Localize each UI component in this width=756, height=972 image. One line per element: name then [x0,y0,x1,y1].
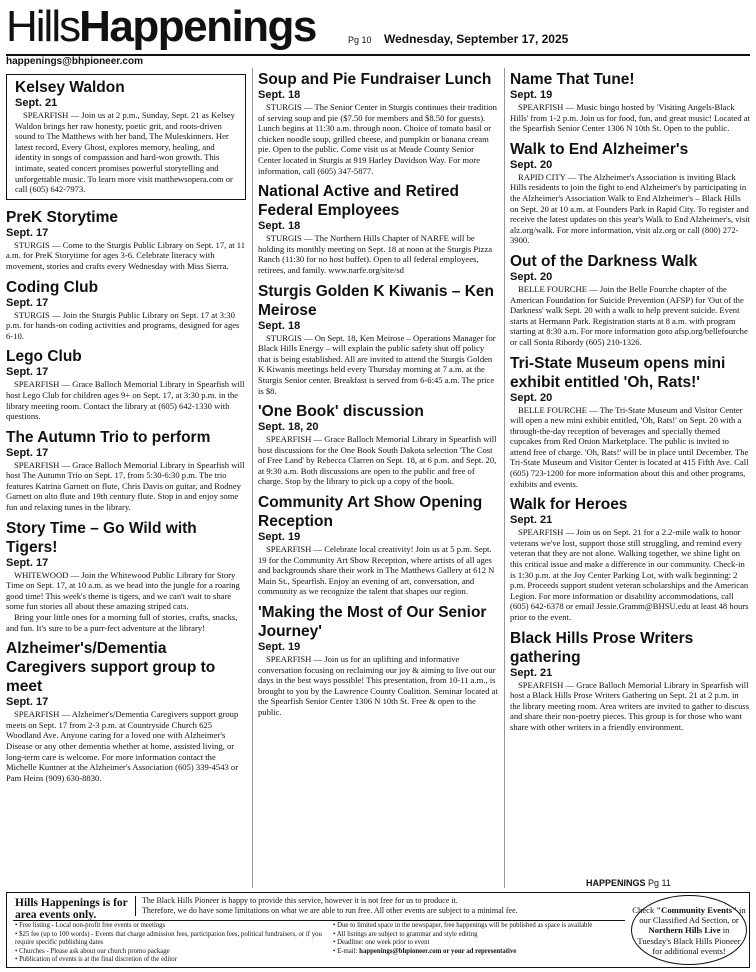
event-title: Story Time – Go Wild with Tigers! [6,519,197,556]
logo [6,2,316,62]
event-title: Walk for Heroes [510,496,628,514]
event-title: Sturgis Golden K Kiwanis – Ken Meirose [258,282,494,319]
event-listing [6,519,246,634]
policy-item: • Churches - Please ask about our church promo package [15,947,170,955]
event-title: PreK Storytime [6,208,118,226]
policy-list-left [15,922,325,965]
event-date: Sept. 18 [258,89,301,101]
column-2 [258,70,498,724]
event-listing [510,140,750,246]
next-page-ref [586,878,671,888]
column-1 [6,70,246,789]
event-listing [258,282,498,397]
event-listing [6,278,246,342]
event-title: Kelsey Waldon [15,79,125,96]
event-title: Alzheimer's/Dementia Caregivers support group to meet [6,640,216,696]
event-date: Sept. 20 [510,270,553,283]
event-date: Sept. 17 [6,296,49,309]
event-body: SPEARFISH — Join us on Sept. 21 for a 2.2-mile walk to honor veterans we've lost, support those still struggling, and remind every veteran that they are not alone. Walking together, we shine light on this critical issue and make a difference in our community. Check-in is 1:30 p.m. at the Joy Center Parking Lot, with walk beginning: 2 p.m. Proceeds support student veteran scholarships and the American Legion. For more information or disability accommodations, call (605) 642-6378 or email Jessie.Gramm@BHSU.edu at least 48 hours prior to the event. [510,527,749,622]
event-date: Sept. 19 [258,641,301,654]
event-date: Sept. 17 [6,696,49,709]
event-date: Sept. 19 [510,89,553,101]
event-body: BELLE FOURCHE — Join the Belle Fourche chapter of the American Foundation for Suicide Prevention (AFSP) for 'Out of the Darkness' walk Sept. 20 with a walk to help prevent suicide. Event starts at Hermann Park. Registration starts at 8 a.m. with program starting at 8:30 a.m. For more information goto afsp.org/bellefourche or call Sonia Ribordy (605) 210-1326. [510,283,748,347]
event-listing [6,74,246,200]
column-3 [510,70,750,739]
event-body: SPEARFISH — Join us at 2 p.m., Sunday, Sept. 21 as Kelsey Waldon brings her raw honesty, poetic grit, and roots-driven sound to The Matthews with her band, The Muleskinners. Her latest record, Every Ghost, explores memory, healing, and identity in songs of compassion and hard-won growth. This intimate, seated concert promises powerful storytelling and unforgettable music. To learn more visit matthewsopera.com or call (605) 642-7973. [15,110,235,195]
event-date: Sept. 19 [258,531,301,544]
event-date: Sept. 21 [510,514,553,527]
event-body: SPEARFISH — Music bingo hosted by 'Visiting Angels-Black Hills' from 1-2 p.m. Join us for food, fun, and great music! Located at the Spearfish Senior Center 1306 N 10th St. Open to the public. [510,102,750,134]
contact-email: happenings@bhpioneer.com [6,56,143,67]
event-listing [6,208,246,272]
event-date: Sept. 21 [15,97,58,109]
event-title: Black Hills Prose Writers gathering [510,629,694,666]
info-box-rule [13,920,625,921]
logo-bold: Happenings [79,2,316,51]
event-title: Name That Tune! [510,71,635,88]
event-date: Sept. 17 [6,556,49,569]
event-date: Sept. 21 [510,666,553,679]
event-body: SPEARFISH — Join us for an uplifting and informative conversation focusing on reclaiming our joy & aiming to live out our days in the best ways possible! This presentation, from 10-11 a.m., is brought to you by the Lawrence County Coalition. Seminar located at the Spearfish Senior Center 1306 N 10th St. Free & open to the public. [258,654,498,717]
next-page-label: HAPPENINGS [586,878,646,888]
event-body: STURGIS — On Sept. 18, Ken Meirose – Operations Manager for Black Hills Energy – will explain the public safety shut off policy that is being established. All are invited to attend the Sturgis Golden K Kiwanis meetings held every Thursday morning at 7 a.m. at the Sturgis Senior center. Breakfast is served from 6-6:45 a.m. The price is $8. [258,332,496,396]
event-listing [258,402,498,487]
event-listing [258,603,498,718]
event-listing [510,252,750,348]
policy-item: • All listings are subject to grammar and style editing [333,930,478,938]
policy-item: • Free listing - Local non-profit free events or meetings [15,922,166,929]
logo-light: Hills [6,2,80,51]
event-date: Sept. 17 [6,226,49,239]
event-title: Coding Club [6,278,99,296]
page-number: Pg 10 [348,35,372,45]
policy-item: • $25 fee (up to 100 words) - Events that charge admission fees, participation fees, political fundraisers, or if you require specific publishing dates [15,930,322,947]
event-body: STURGIS — The Northern Hills Chapter of NARFE will be holding its monthly meeting on Sept. 18 at noon at the Sturgis Pizza Ranch (11:30 for no host buffet). Open to all federal employees, retirees, and family. www.narfe.org/site/sd [258,233,493,275]
event-listing [510,629,750,733]
event-date: Sept. 17 [6,366,49,379]
callout-text: Check [632,905,657,915]
policy-item: • Deadline: one week prior to event [333,939,430,947]
event-title: Walk to End Alzheimer's [510,140,689,158]
event-body: SPEARFISH — Grace Balloch Memorial Library in Spearfish will host a Black Hills Prose Writers Gathering on Sept. 21 at 2 p.m. in the library meeting room. Area writers are invited to gather to discuss and share their non-poetry pieces. This group is for those who want share with other writers in a friendly environment. [510,679,750,732]
callout-text: in our Classified Ad Section, or [639,905,746,926]
event-title: Out of the Darkness Walk [510,252,698,270]
event-body: STURGIS — Come to the Sturgis Public Library on Sept. 17, at 11 a.m. for PreK Storytime for ages 3-6. Celebrate literacy with movement, stories and crafts every Wednesday with Miss Sierra. [6,239,246,271]
event-date: Sept. 17 [6,446,49,459]
event-body: WHITEWOOD — Join the Whitewood Public Library for Story Time on Sept. 17, at 10 a.m. as we head into the jungle for a roaring good time! This week's theme is tigers, and we can't wait to share some fun stories all about these amazing striped cats. [6,569,240,612]
info-box-title: Hills Happenings is for area events only. [15,897,128,921]
policy-item: • Due to limited space in the newspaper, free happenings will be published as space is available [333,922,593,929]
event-listing [510,70,750,134]
event-title: Lego Club [6,348,82,366]
submission-email[interactable]: happenings@bhpioneer.com or your ad representative [359,947,517,955]
event-body: SPEARFISH — Grace Balloch Memorial Library in Spearfish will host discussions for the One Book South Dakota selection 'The Cost of Free Land' by Rebecca Clarren on Sept. 18, at 6 p.m. and Sept. 20, at 9:30 a.m. Both discussions are open to the public and free of charge. Stop by the library to pick up a copy of the book. [258,434,497,487]
submission-info-box [6,892,750,968]
email-prefix: • E-mail: [333,947,360,955]
disclaimer-line: Therefore, we do have some limitations on what we are able to run free. All other events are subject to a minimal fee. [142,906,518,915]
event-body: SPEARFISH — Grace Balloch Memorial Library in Spearfish will host The Autumn Trio on Sept. 17, from 5:30-6:30 p.m. The trio features Katrina Garnett on flute, Chris Davis on guitar, and Rodney Garnett on alto flute and 19th century flute. Stop in and enjoy some fun and relaxing tunes in the library. [6,459,245,513]
policy-item-email [333,948,625,957]
callout-emphasis: Northern Hills Live [648,925,721,936]
issue-date: Wednesday, September 17, 2025 [384,32,569,46]
next-page-number: Pg 11 [648,878,671,888]
event-body: STURGIS — The Senior Center in Sturgis continues their tradition of serving soup and pie ($7.50 for members and $8.50 for guests). Lunch begins at 11:30 a.m. through noon. Choice of tomato basil or chicken noodle soup, grilled cheese, and pumpkin or banana cream pie. Open to the public. Come visit us at Meade County Senior Center located in Sturgis at 919 Harley Davidson Way. For more information, call (605) 347-5877. [258,102,497,176]
event-listing [6,428,246,513]
event-body: RAPID CITY — The Alzheimer's Association is inviting Black Hills residents to join the fight to end Alzheimer's by participating in the Alzheimer's Association Walk to End Alzheimer's – Black Hills on Sept. 20 at 10 a.m. at Founders Park in Rapid City. To register and receive the latest updates on this year's Walk to End Alzheimer's, visit alz.org/walk. For more information, visit alz.org or call (800) 272-3900. [510,171,750,246]
event-listing [510,495,750,622]
disclaimer [135,896,635,916]
event-body: SPEARFISH — Grace Balloch Memorial Library in Spearfish will host Lego Club for children ages 9+ on Sept. 17, at 3:30 p.m. in the library meeting room. Contact the library at (605) 642-1330 with questions. [6,379,245,422]
event-body: BELLE FOURCHE — The Tri-State Museum and Visitor Center will open a new mini exhibit entitled, 'Oh, Rats!' on Sept. 20 with a through-the-day reception of beverages and specially themed cupcakes from Red Onion Marketplace. The public is invited to attend free of charge. 'Oh, Rats!' will be in place until December. The Tri-State Museum and Visitor Center is located at 415 Fifth Ave. Call (605) 723-1200 for more information about this and other programs, exhibits and events. [510,404,749,489]
event-listing [6,347,246,421]
event-body: STURGIS — Join the Sturgis Public Library on Sept. 17 at 3:30 p.m. for hands-on coding activities and programs, designed for ages 6-10. [6,309,240,341]
event-listing [258,493,498,597]
event-listing [258,182,498,275]
event-listing [6,639,246,783]
disclaimer-line: The Black Hills Pioneer is happy to provide this service, however it is not free for us to produce it. [142,896,458,905]
event-title: Tri-State Museum opens mini exhibit entitled 'Oh, Rats!' [510,354,726,391]
callout-emphasis: "Community Events" [656,905,737,915]
callout-text: in Tuesday's Black Hills Pioneer for additional events! [637,925,741,956]
event-date: Sept. 20 [510,158,553,171]
event-title: Soup and Pie Fundraiser Lunch [258,71,492,88]
column-divider [504,68,505,888]
event-listing [510,354,750,490]
event-body: SPEARFISH — Celebrate local creativity! Join us at 5 p.m. Sept. 19 for the Community Art Show Reception, where artists of all ages and backgrounds share their work in The Matthews Gallery at 612 N Main St., Spearfish. Enjoy an evening of art, conversation, and community as we recognize the talent that shapes our region. [258,544,495,597]
event-date: Sept. 18, 20 [258,421,319,434]
more-events-callout [631,895,747,965]
event-title: 'Making the Most of Our Senior Journey' [258,604,487,641]
event-date: Sept. 18 [258,220,301,233]
event-title: National Active and Retired Federal Employees [258,183,459,220]
event-body: SPEARFISH — Alzheimer's/Dementia Caregivers support group meets on Sept. 17 from 2-3 p.m. at Countryside Church 625 Woodland Ave. Anyone caring for a loved one with Alzheimer's Disease or any other dementia whether at home, assisted living, or long-term care is welcome. For more information contact the Michelle Kuntner at the Alzheimer's Association (605) 339-4543 or Pam Heins (909) 630-8830. [6,709,239,783]
event-date: Sept. 18 [258,319,301,332]
event-listing [258,70,498,176]
event-title: 'One Book' discussion [258,403,424,421]
event-title: The Autumn Trio to perform [6,428,211,446]
policy-item: • Publication of events is at the final discretion of the editor [15,956,177,964]
masthead [6,2,750,54]
event-title: Community Art Show Opening Reception [258,494,483,531]
column-divider [252,68,253,888]
event-body: Bring your little ones for a morning full of stories, crafts, snacks, and fun. It's sure to be a purr-fect adventure at the library! [6,612,238,633]
policy-list-right [333,922,625,956]
event-date: Sept. 20 [510,391,553,404]
